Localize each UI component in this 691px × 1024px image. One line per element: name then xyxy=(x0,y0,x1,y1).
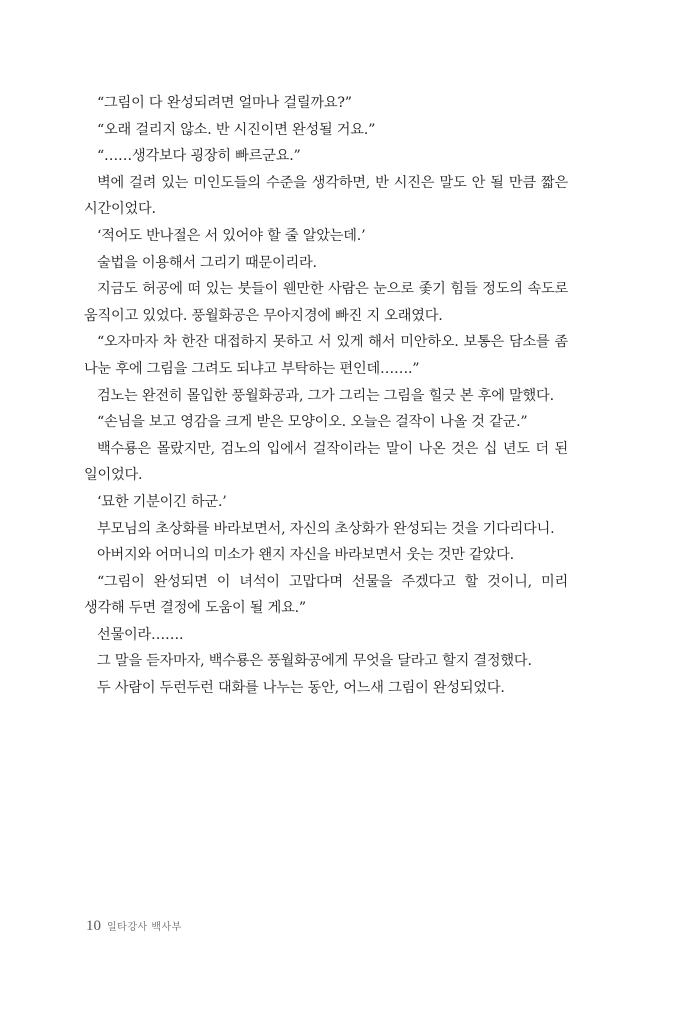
paragraph: 선물이라……. xyxy=(97,626,184,643)
paragraph: 백수룡은 몰랐지만, 검노의 입에서 걸작이라는 말이 나온 것은 십 년도 더 된 일이었다. xyxy=(84,440,568,484)
paragraph: 벽에 걸려 있는 미인도들의 수준을 생각하면, 반 시진은 말도 안 될 만큼 짧은 시간이었다. xyxy=(84,174,568,218)
paragraph: “손님을 보고 영감을 크게 받은 모양이오. 오늘은 걸작이 나올 것 같군.” xyxy=(97,414,528,431)
paragraph: “그림이 다 완성되려면 얼마나 걸릴까요?” xyxy=(97,95,352,111)
paragraph: 검노는 완전히 몰입한 풍월화공과, 그가 그리는 그림을 힐긋 본 후에 말했다. xyxy=(97,387,554,404)
paragraph: “오자마자 차 한잔 대접하지 못하고 서 있게 해서 미안하오. 보통은 담소를 좀 나눈 후에 그림을 그려도 되냐고 부탁하는 편인데…….” xyxy=(84,334,568,377)
paragraph: 지금도 허공에 떠 있는 붓들이 웬만한 사람은 눈으로 좇기 힘들 정도의 속도로 움직이고 있었다. 풍월화공은 무아지경에 빠진 지 오래였다. xyxy=(84,281,568,324)
page-number: 10 xyxy=(86,918,101,934)
page-footer xyxy=(86,918,182,935)
paragraph: “오래 걸리지 않소. 반 시진이면 완성될 거요.” xyxy=(97,121,376,138)
paragraph: 두 사람이 두런두런 대화를 나누는 동안, 어느새 그림이 완성되었다. xyxy=(97,680,505,697)
paragraph: “그림이 완성되면 이 녀석이 고맙다며 선물을 주겠다고 할 것이니, 미리 생각해 두면 결정에 도움이 될 게요.” xyxy=(84,573,568,617)
paragraph: “……생각보다 굉장히 빠르군요.” xyxy=(97,148,301,165)
body-text xyxy=(84,90,568,702)
paragraph: 그 말을 듣자마자, 백수룡은 풍월화공에게 무엇을 달라고 할지 결정했다. xyxy=(97,653,532,670)
book-title: 일타강사 백사부 xyxy=(107,922,182,933)
paragraph: 술법을 이용해서 그리기 때문이리라. xyxy=(97,254,317,271)
paragraph: ‘묘한 기분이긴 하군.’ xyxy=(97,493,227,510)
paragraph: 아버지와 어머니의 미소가 왠지 자신을 바라보면서 웃는 것만 같았다. xyxy=(97,547,514,564)
paragraph: 부모님의 초상화를 바라보면서, 자신의 초상화가 완성되는 것을 기다리다니. xyxy=(97,520,555,537)
paragraph: ‘적어도 반나절은 서 있어야 할 줄 알았는데.’ xyxy=(97,227,366,244)
